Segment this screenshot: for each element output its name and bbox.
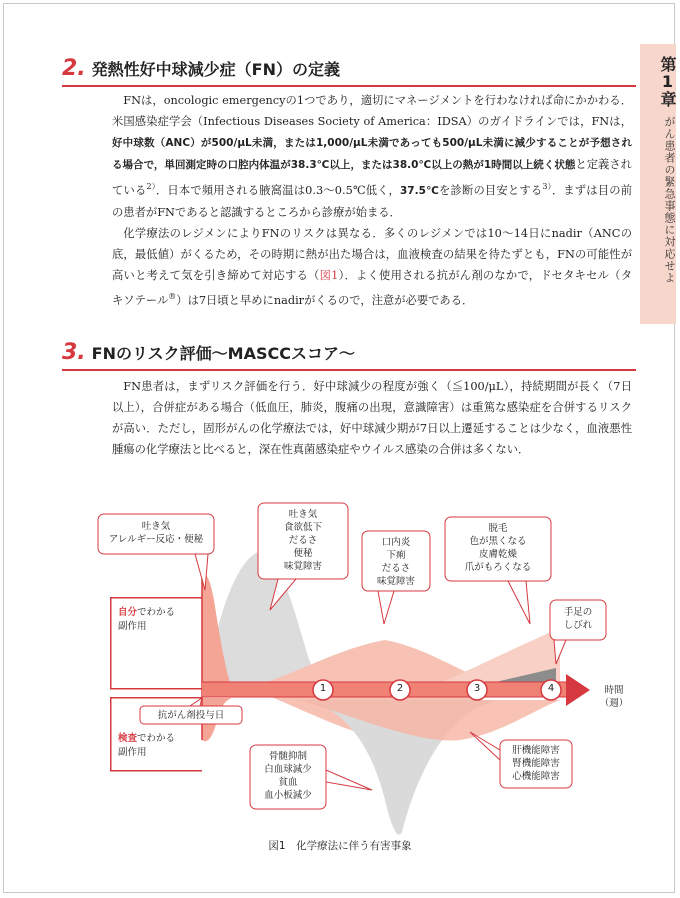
text-run: ．日本で頻用される腋窩温は0.3〜0.5℃低く， [155, 183, 400, 197]
callout-pointer-7 [326, 770, 372, 790]
callout-line: 心機能障害 [512, 771, 560, 782]
callout-line: 味覚障害 [376, 576, 415, 587]
axis-label-line: 時間 [604, 685, 624, 696]
callout-line: 食欲低下 [283, 522, 322, 533]
self-detectable-label [118, 606, 175, 634]
self-bracket-bottom [110, 688, 202, 690]
callout-line: だるさ [288, 535, 318, 546]
citation: 3） [542, 182, 552, 191]
time-axis-band [202, 682, 566, 697]
time-axis-label [596, 684, 632, 710]
test-detectable-label [118, 732, 175, 760]
callout-line: 吐き気 [141, 521, 171, 532]
callout-line: 下痢 [386, 550, 406, 561]
callout-line: 爪がもろくなる [464, 562, 532, 573]
start-pointer [190, 698, 202, 706]
label-highlight: 自分 [118, 607, 138, 618]
text-run: ．まずは目の前の患者がFNであると認識するところから診療が始まる． [112, 183, 632, 219]
test-bracket-bottom [110, 770, 202, 772]
callout-2-text [258, 508, 348, 573]
callout-line: 脱毛 [488, 523, 508, 534]
callout-line: 口内炎 [381, 537, 411, 548]
week-2-label: 2 [396, 683, 404, 694]
callout-pointer-4 [508, 581, 530, 624]
callout-line: 味覚障害 [283, 561, 322, 572]
label-text: 副作用 [118, 747, 147, 758]
section2-number: 2. [62, 56, 86, 81]
time-axis-arrowhead [566, 674, 590, 706]
figure-reference-link[interactable]: 図1 [319, 268, 339, 282]
callout-line: 皮膚乾燥 [478, 549, 517, 560]
section3-paragraph1: FN患者は，まずリスク評価を行う．好中球減少の程度が強く（≦100/μL），持続期間が長く（7日以上），合併症がある場合（低血圧，肺炎，腹痛の出現，意識障害）は重篤な感染症を合併するリスクが高い．ただし，固形がんの化学療法では，好中球減少期が7日以上遷延することは少なく，血液悪性腫瘍の化学療法と比べると，深在性真菌感染症やウイルス感染の合併は多くない． [112, 380, 632, 456]
citation: 2） [146, 182, 156, 191]
section2-title: 発熱性好中球減少症（FN）の定義 [91, 60, 340, 79]
callout-line: 白血球減少 [264, 764, 312, 775]
callout-1-text [98, 520, 214, 546]
callout-line: しびれ [563, 620, 593, 631]
callout-7-text [250, 750, 326, 802]
text-run: ）．よく使用される抗がん剤のなかで，ドセタキセル（タキソテール [112, 268, 632, 307]
callout-line: 肝機能障害 [512, 745, 560, 756]
label-highlight: 検査 [118, 733, 138, 744]
registered-mark: ® [168, 291, 177, 301]
axis-label-line: （週） [599, 698, 629, 709]
text-run: を診断の目安とする [439, 183, 543, 197]
week-1-label: 1 [319, 683, 327, 694]
callout-line: 腎機能障害 [512, 758, 560, 769]
chapter-number: 第1章 [658, 56, 677, 107]
text-run: FNは，oncologic emergencyの1つであり，適切にマネージメントを行わなければ命にかかわる．米国感染症学会（Infectious Diseases Society of America：IDSA）のガイドラインでは，FNは， [112, 94, 632, 128]
callout-pointer-3 [378, 591, 394, 624]
callout-line: 血小板減少 [264, 790, 312, 801]
callout-6-text [500, 744, 572, 783]
callout-4-text [445, 522, 551, 574]
label-text: 副作用 [118, 621, 147, 632]
fn-definition-bold: 好中球数（ANC）が500/μL未満，または1,000/μL未満であっても500/μL未満に減少することが予想される場合で，単回測定時の口腔内体温が38.3℃以上，または38.0℃以上の熱が1時間以上続く状態 [112, 137, 632, 171]
test-bracket-top [110, 697, 202, 699]
temperature-bold: 37.5℃ [400, 184, 439, 197]
self-bracket-top [110, 597, 202, 599]
text-run: ）は7日頃と早めにnadirがくるので，注意が必要である． [176, 293, 474, 307]
label-text: でわかる [137, 607, 176, 618]
section3-title: FNのリスク評価〜MASCCスコア〜 [91, 344, 355, 363]
text-run: と定義されている [112, 158, 632, 197]
figure-caption: 図1 化学療法に伴う有害事象 [268, 840, 412, 852]
callout-5-text [550, 606, 606, 632]
callout-line: 手足の [563, 607, 593, 618]
callout-pointer-6 [470, 732, 500, 760]
callout-3-text [362, 536, 430, 588]
start-label: 抗がん剤投与日 [157, 710, 225, 721]
label-text: でわかる [137, 733, 176, 744]
callout-line: 便秘 [293, 548, 313, 559]
callout-line: 骨髄抑制 [268, 751, 307, 762]
week-4-label: 4 [547, 683, 555, 694]
section3-number: 3. [62, 340, 86, 365]
chapter-theme: がん患者の緊急事態に対応せよ [663, 116, 676, 284]
callout-line: 色が黒くなる [469, 536, 527, 547]
callout-line: 貧血 [278, 777, 298, 788]
callout-line: アレルギー反応・便秘 [108, 534, 204, 545]
week-3-label: 3 [473, 683, 481, 694]
callout-line: だるさ [381, 563, 411, 574]
test-bracket-side [110, 697, 112, 771]
text-run: 化学療法のレジメンによりFNのリスクは異なる．多くのレジメンでは10〜14日にnadir（ANCの底，最低値）がくるため，その時期に熱が出た場合は，血液検査の結果を待たずとも，FNの可能性が高いと考えて気を引き締めて対応する（ [112, 226, 632, 282]
self-bracket-side [110, 597, 112, 689]
callout-line: 吐き気 [288, 509, 318, 520]
